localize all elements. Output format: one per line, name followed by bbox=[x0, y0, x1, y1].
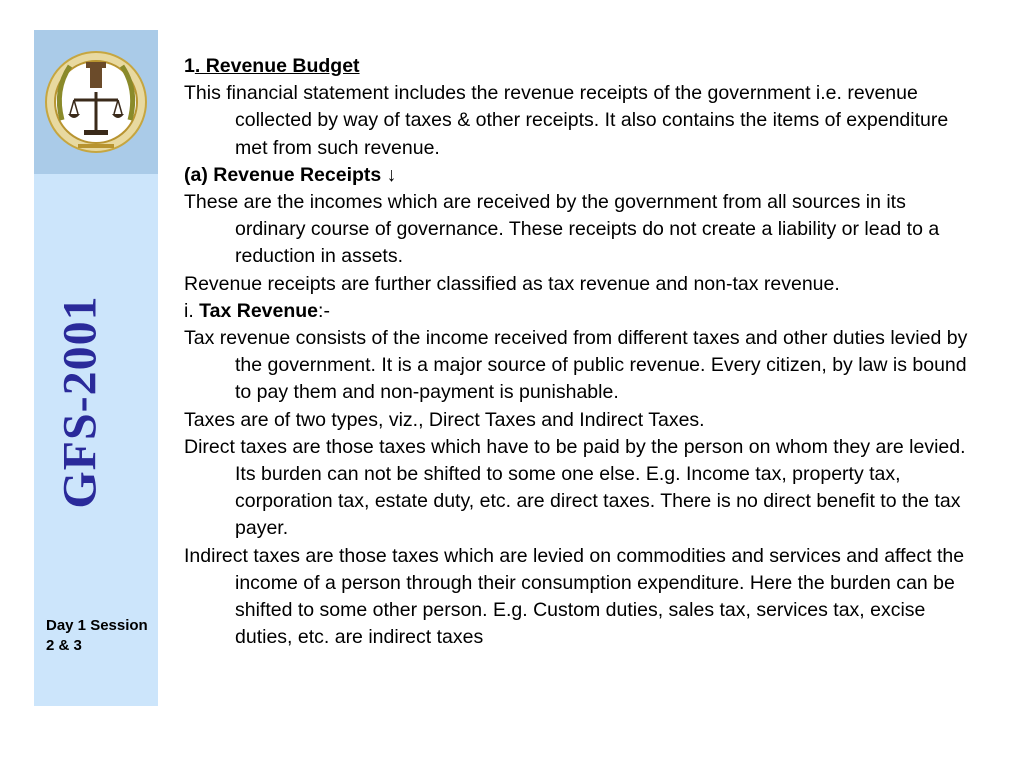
paragraph-revenue-budget: This financial statement includes the revenue receipts of the government i.e. revenue collected by way of taxes & other receipts. It also contains the items of expenditure met from such revenue. bbox=[184, 82, 949, 159]
logo-box bbox=[34, 30, 158, 174]
session-label: Day 1 Session 2 & 3 bbox=[46, 617, 148, 654]
heading-number: 1 bbox=[184, 55, 195, 77]
heading-text: . Revenue Budget bbox=[194, 55, 360, 77]
subheading-tax-revenue bbox=[184, 298, 974, 325]
paragraph-revenue-receipts: These are the incomes which are received by the government from all sources in its ordinary course of governance. These receipts do not create a liability or lead to a reduction in assets. bbox=[184, 191, 940, 268]
paragraph-tax-revenue: Tax revenue consists of the income received from different taxes and other duties levied by the government. It is a major source of public revenue. Every citizen, by law is bound to pay them and non-payment is punishable. bbox=[184, 327, 968, 404]
subheading-suffix: :- bbox=[318, 299, 330, 322]
paragraph-indirect-taxes: Indirect taxes are those taxes which are levied on commodities and services and affect the income of a person through their consumption expenditure. Here the burden can be shifted to some other person. E.g. Custom duties, sales tax, services tax, excise duties, etc. are indirect taxes bbox=[184, 544, 965, 649]
subheading-revenue-receipts: (a) Revenue Receipts ↓ bbox=[184, 163, 397, 186]
paragraph-tax-types: Taxes are of two types, viz., Direct Taxes and Indirect Taxes. bbox=[184, 408, 705, 431]
document-body bbox=[184, 53, 974, 651]
emblem-scales-wreath-icon bbox=[34, 30, 158, 174]
paragraph-direct-taxes: Direct taxes are those taxes which have to be paid by the person on whom they are levied. Its burden can not be shifted to some one else. E.g. Income tax, property tax, corporation tax, estate duty, etc. are direct taxes. There is no direct benefit to the tax payer. bbox=[184, 435, 966, 540]
subheading-bold: Tax Revenue bbox=[199, 299, 319, 322]
vertical-title: GFS-2001 bbox=[53, 295, 107, 509]
subheading-prefix: i. bbox=[184, 299, 200, 322]
sidebar-panel bbox=[34, 30, 158, 706]
paragraph-classification: Revenue receipts are further classified as tax revenue and non-tax revenue. bbox=[184, 272, 840, 295]
section-heading bbox=[184, 53, 974, 80]
